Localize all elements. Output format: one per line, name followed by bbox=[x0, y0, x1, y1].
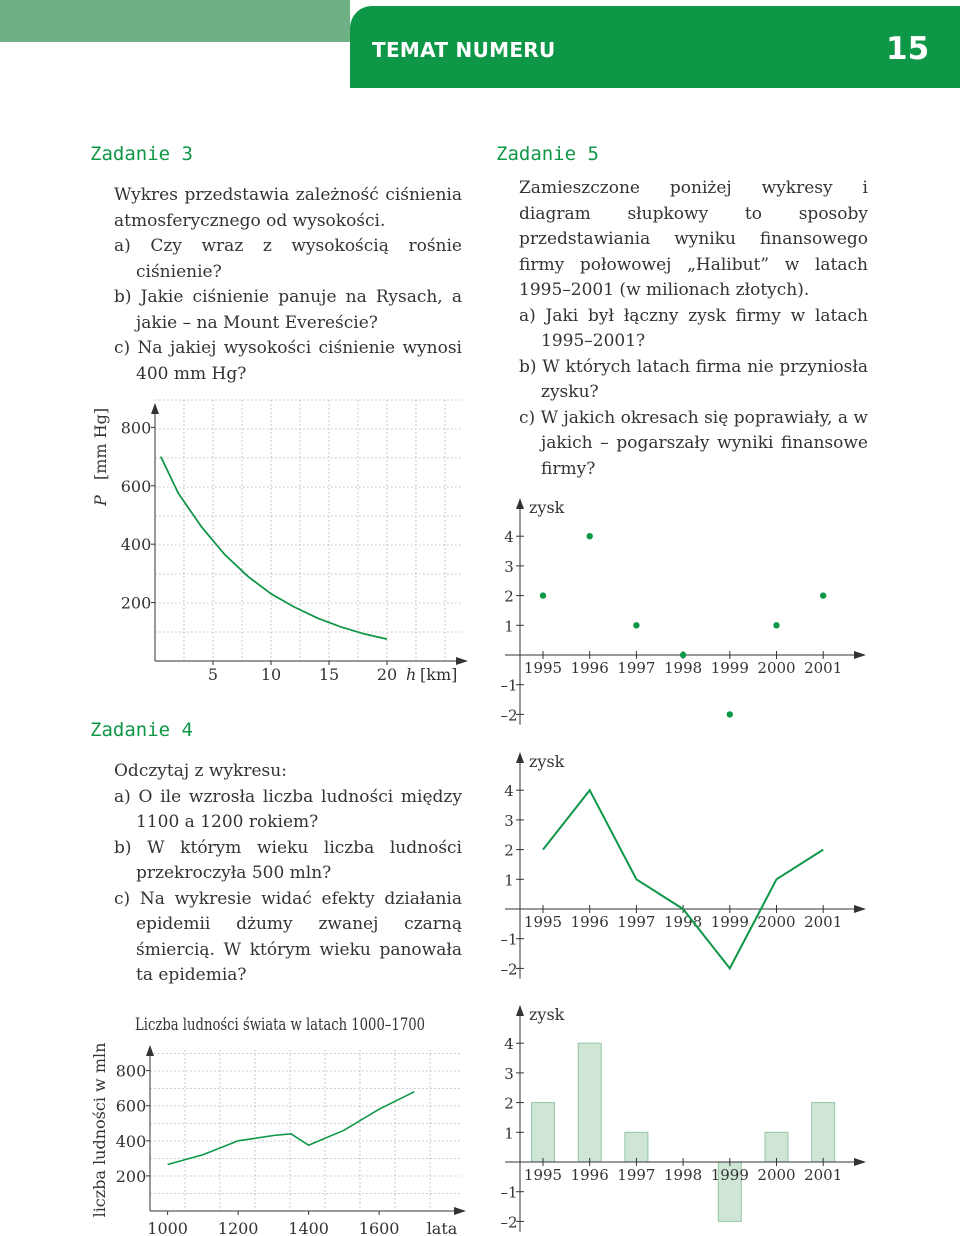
y-tick-label: –1 bbox=[500, 676, 518, 695]
x-axis-arrow bbox=[854, 1158, 866, 1166]
y-axis-label: zysk bbox=[529, 498, 565, 517]
x-tick-label: 2000 bbox=[757, 1166, 796, 1184]
section-title: TEMAT NUMERU bbox=[372, 38, 556, 62]
y-tick-label: –2 bbox=[500, 706, 518, 725]
x-tick-label: 1996 bbox=[570, 659, 609, 677]
y-tick-label: –2 bbox=[500, 960, 518, 979]
x-tick-label: 1999 bbox=[710, 659, 749, 677]
y-tick-label: 4 bbox=[504, 1035, 514, 1054]
x-tick-label: 1999 bbox=[710, 1166, 749, 1184]
task4-heading: Zadanie 4 bbox=[90, 719, 193, 741]
task4-intro: Odczytaj z wykresu: bbox=[114, 761, 287, 781]
x-tick-label: 1997 bbox=[617, 1166, 656, 1184]
y-tick-label: 600 bbox=[115, 1096, 147, 1116]
y-tick-label: 1 bbox=[504, 871, 514, 890]
y-tick-label: –2 bbox=[500, 1213, 518, 1232]
y-tick-label: 400 bbox=[115, 1131, 147, 1151]
y-tick-label: 800 bbox=[120, 418, 152, 438]
y-axis-unit: [mm Hg] bbox=[91, 407, 110, 480]
x-tick-label: 1995 bbox=[523, 1166, 563, 1184]
y-tick-label: 1 bbox=[504, 1124, 514, 1143]
x-axis-label: lata bbox=[426, 1219, 458, 1236]
task3-heading: Zadanie 3 bbox=[90, 143, 193, 165]
x-tick-label: 1400 bbox=[288, 1219, 329, 1236]
x-tick-label: 1995 bbox=[523, 659, 563, 677]
x-tick-label: 1998 bbox=[664, 1166, 703, 1184]
task4-question-b: b) W którym wieku liczba ludności przekroczyła 500 mln? bbox=[114, 837, 462, 883]
y-tick-label: 600 bbox=[120, 476, 152, 496]
x-tick-label: 1997 bbox=[617, 659, 656, 677]
y-tick-label: 200 bbox=[115, 1166, 147, 1186]
y-axis-arrow bbox=[516, 1005, 524, 1016]
y-tick-label: 800 bbox=[115, 1061, 147, 1081]
bar bbox=[578, 1043, 601, 1162]
task3-intro: Wykres przedstawia zależność ciśnienia atmosferycznego od wysokości. bbox=[114, 185, 462, 231]
bar bbox=[532, 1103, 555, 1162]
y-axis-variable: P bbox=[91, 495, 110, 506]
task5-intro: Zamieszczone poniżej wykresy i diagram słupkowy to sposoby przedstawiania wyniku finansowego firmy połowowej „Halibut” w latach 1995–2001 (w milionach złotych). bbox=[519, 178, 868, 300]
y-tick-label: 3 bbox=[504, 811, 514, 830]
y-tick-label: 3 bbox=[504, 557, 514, 576]
task5-question-b: b) W których latach firma nie przyniosła zysku? bbox=[519, 356, 868, 402]
y-tick-label: 400 bbox=[120, 535, 152, 555]
task3-question-b: b) Jakie ciśnienie panuje na Rysach, a jakie – na Mount Evereście? bbox=[114, 287, 462, 333]
x-tick-label: 1600 bbox=[358, 1219, 400, 1236]
task4-question-a: a) O ile wzrosła liczba ludności między 1100 a 1200 rokiem? bbox=[114, 786, 462, 832]
y-tick-label: 1 bbox=[504, 617, 514, 636]
x-tick-label: 1995 bbox=[523, 913, 563, 931]
task4-question-c: c) Na wykresie widać efekty działania epidemii dżumy zwanej czarną śmiercią. W którym wieku panowała ta epidemia? bbox=[114, 888, 462, 985]
bar bbox=[625, 1132, 648, 1162]
x-tick-label: 2001 bbox=[804, 1166, 843, 1184]
task5-question-a: a) Jaki był łączny zysk firmy w latach 1995–2001? bbox=[519, 305, 868, 351]
task5-heading: Zadanie 5 bbox=[496, 143, 599, 165]
x-tick-label: 1999 bbox=[710, 913, 749, 931]
x-tick-label: 2000 bbox=[757, 913, 796, 931]
x-axis-variable: h bbox=[406, 665, 417, 684]
y-tick-label: 4 bbox=[504, 782, 514, 801]
y-tick-label: –1 bbox=[500, 1183, 518, 1202]
y-tick-label: 2 bbox=[504, 1094, 514, 1113]
task3-question-c: c) Na jakiej wysokości ciśnienie wynosi 400 mm Hg? bbox=[114, 338, 462, 384]
x-tick-label: 1000 bbox=[147, 1219, 188, 1236]
x-tick-label: 2001 bbox=[804, 913, 843, 931]
y-tick-label: 2 bbox=[504, 587, 514, 606]
x-tick-label: 1996 bbox=[570, 1166, 609, 1184]
x-tick-label: 20 bbox=[376, 665, 398, 684]
x-tick-label: 2001 bbox=[804, 659, 843, 677]
x-tick-label: 5 bbox=[207, 665, 219, 684]
x-tick-label: 1998 bbox=[664, 913, 703, 931]
y-axis-label: zysk bbox=[529, 752, 565, 771]
y-axis-label: liczba ludności w mln bbox=[90, 1042, 109, 1218]
bar bbox=[812, 1103, 835, 1162]
x-tick-label: 1998 bbox=[664, 659, 703, 677]
y-axis-label: zysk bbox=[529, 1005, 565, 1024]
y-tick-label: –1 bbox=[500, 930, 518, 949]
y-tick-label: 4 bbox=[504, 528, 514, 547]
x-tick-label: 1996 bbox=[570, 913, 609, 931]
x-axis-unit: [km] bbox=[420, 665, 458, 684]
bar bbox=[765, 1132, 788, 1162]
chart-title: Liczba ludności świata w latach 1000–1700 bbox=[135, 1015, 425, 1035]
task5-question-c: c) W jakich okresach się poprawiały, a w jakich – pogarszały wyniki finansowe firmy? bbox=[519, 407, 868, 479]
x-tick-label: 1200 bbox=[217, 1219, 259, 1236]
y-tick-label: 2 bbox=[504, 841, 514, 860]
y-tick-label: 200 bbox=[120, 593, 152, 613]
x-tick-label: 15 bbox=[318, 665, 340, 684]
task3-question-a: a) Czy wraz z wysokością rośnie ciśnienie? bbox=[114, 236, 462, 282]
x-tick-label: 10 bbox=[260, 665, 282, 684]
page-number: 15 bbox=[886, 31, 930, 67]
x-tick-label: 1997 bbox=[617, 913, 656, 931]
y-tick-label: 3 bbox=[504, 1064, 514, 1083]
x-tick-label: 2000 bbox=[757, 659, 796, 677]
